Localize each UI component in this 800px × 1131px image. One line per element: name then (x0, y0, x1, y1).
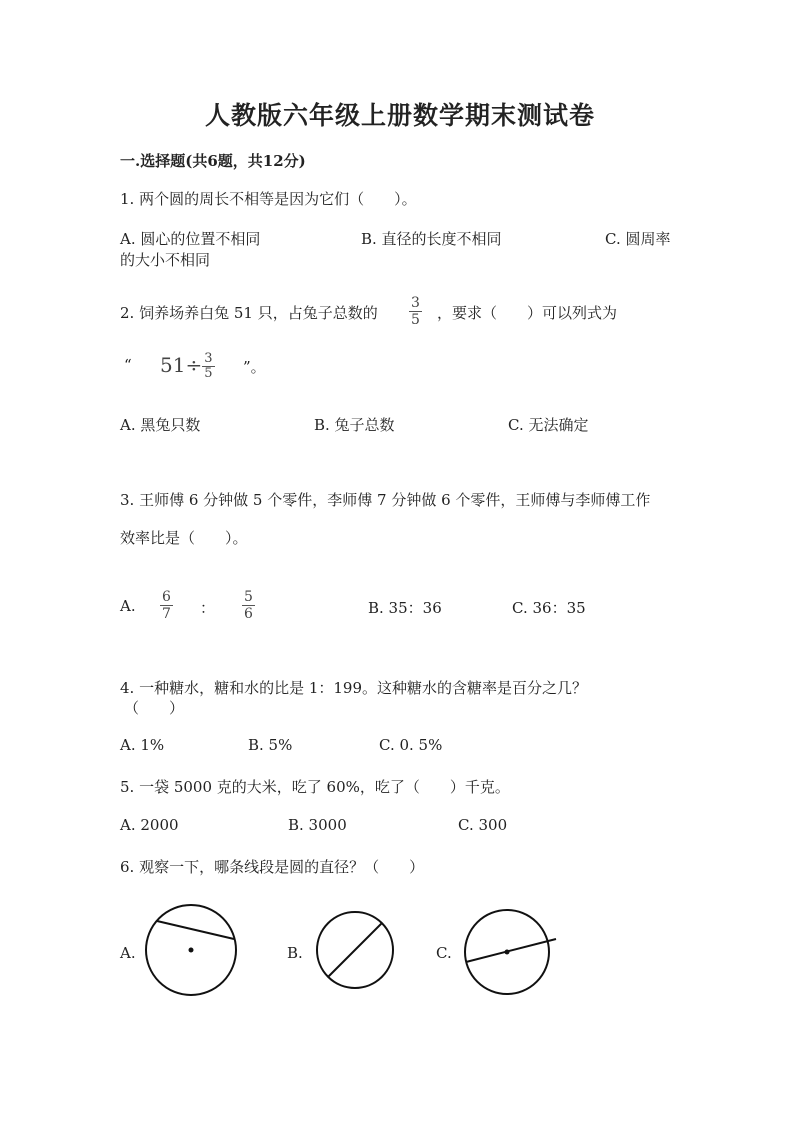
q5-option-a: A. 2000 (120, 816, 179, 834)
q2-expression-numerator: 3 (204, 351, 213, 366)
q6-center-c (505, 950, 510, 955)
q6-segment-c (466, 939, 556, 962)
q2-stem-part2: ，要求（ ）可以列式为 (437, 304, 618, 322)
q1-option-b: B. 直径的长度不相同 (361, 230, 502, 248)
q6-chord-a (157, 921, 234, 939)
q2-expression-denominator: 5 (204, 366, 213, 381)
q6-option-b-label: B. (287, 944, 303, 962)
q3-option-b: B. 35：36 (368, 599, 442, 617)
q5-option-b: B. 3000 (288, 816, 347, 834)
q2-option-a: A. 黑兔只数 (120, 416, 201, 434)
q4-stem-line1: 4. 一种糖水，糖和水的比是 1：199。这种糖水的含糖率是百分之几？ (120, 679, 588, 697)
q2-fraction-denominator: 5 (411, 312, 420, 328)
q5-stem: 5. 一袋 5000 克的大米，吃了 60%，吃了（ ）千克。 (120, 778, 510, 796)
q3-fraction-2-numerator: 5 (244, 589, 253, 605)
q3-stem-line2: 效率比是（ ）。 (120, 529, 248, 547)
q3-stem-line1: 3. 王师傅 6 分钟做 5 个零件，李师傅 7 分钟做 6 个零件，王师傅与李师傅工作 (120, 491, 651, 509)
page-title: 人教版六年级上册数学期末测试卷 (204, 101, 595, 130)
q1-stem: 1. 两个圆的周长不相等是因为它们（ ）。 (120, 190, 417, 208)
q2-fraction-numerator: 3 (411, 295, 420, 311)
q4-option-b: B. 5% (248, 736, 293, 754)
q2-quote-open: “ (124, 356, 132, 374)
q6-option-a-label: A. (120, 944, 136, 962)
q5-option-c: C. 300 (458, 816, 508, 834)
q2-quote-close: ”。 (243, 358, 266, 376)
q4-option-a: A. 1% (120, 736, 165, 754)
q3-option-a-fraction-1 (160, 589, 173, 622)
q1-option-a: A. 圆心的位置不相同 (120, 230, 261, 248)
q2-expression-lead: 51÷ (160, 353, 203, 377)
q3-fraction-2-denominator: 6 (244, 606, 253, 622)
q4-option-c: C. 0. 5% (379, 736, 443, 754)
q6-circle-c-figure (460, 900, 570, 1000)
q2-expression-fraction (202, 352, 214, 381)
q2-option-c: C. 无法确定 (508, 416, 589, 434)
q6-circle-a-figure (145, 900, 245, 1000)
q3-option-a-fraction-2 (242, 589, 255, 622)
q2-expression (160, 352, 215, 381)
q1-option-c-continued: 的大小不相同 (120, 251, 211, 269)
q6-option-c-label: C. (436, 944, 452, 962)
q3-fraction-1-numerator: 6 (162, 589, 171, 605)
q3-option-a-colon: ： (200, 599, 216, 617)
section-heading: 一.选择题(共6题，共12分) (120, 152, 306, 170)
q2-stem-part1: 2. 饲养场养白兔 51 只，占兔子总数的 (120, 304, 378, 322)
q6-center-a (189, 948, 194, 953)
q2-option-b: B. 兔子总数 (314, 416, 395, 434)
q4-stem-line2: （ ） (124, 699, 185, 717)
q2-fraction (409, 295, 422, 328)
q1-option-c: C. 圆周率 (605, 230, 671, 248)
q3-option-c: C. 36：35 (512, 599, 586, 617)
q6-segment-b (328, 923, 382, 977)
q6-stem: 6. 观察一下，哪条线段是圆的直径？（ ） (120, 858, 425, 876)
q6-circle-b-figure (310, 900, 410, 1000)
q3-fraction-1-denominator: 7 (162, 606, 171, 622)
q3-option-a-label: A. (120, 597, 136, 615)
